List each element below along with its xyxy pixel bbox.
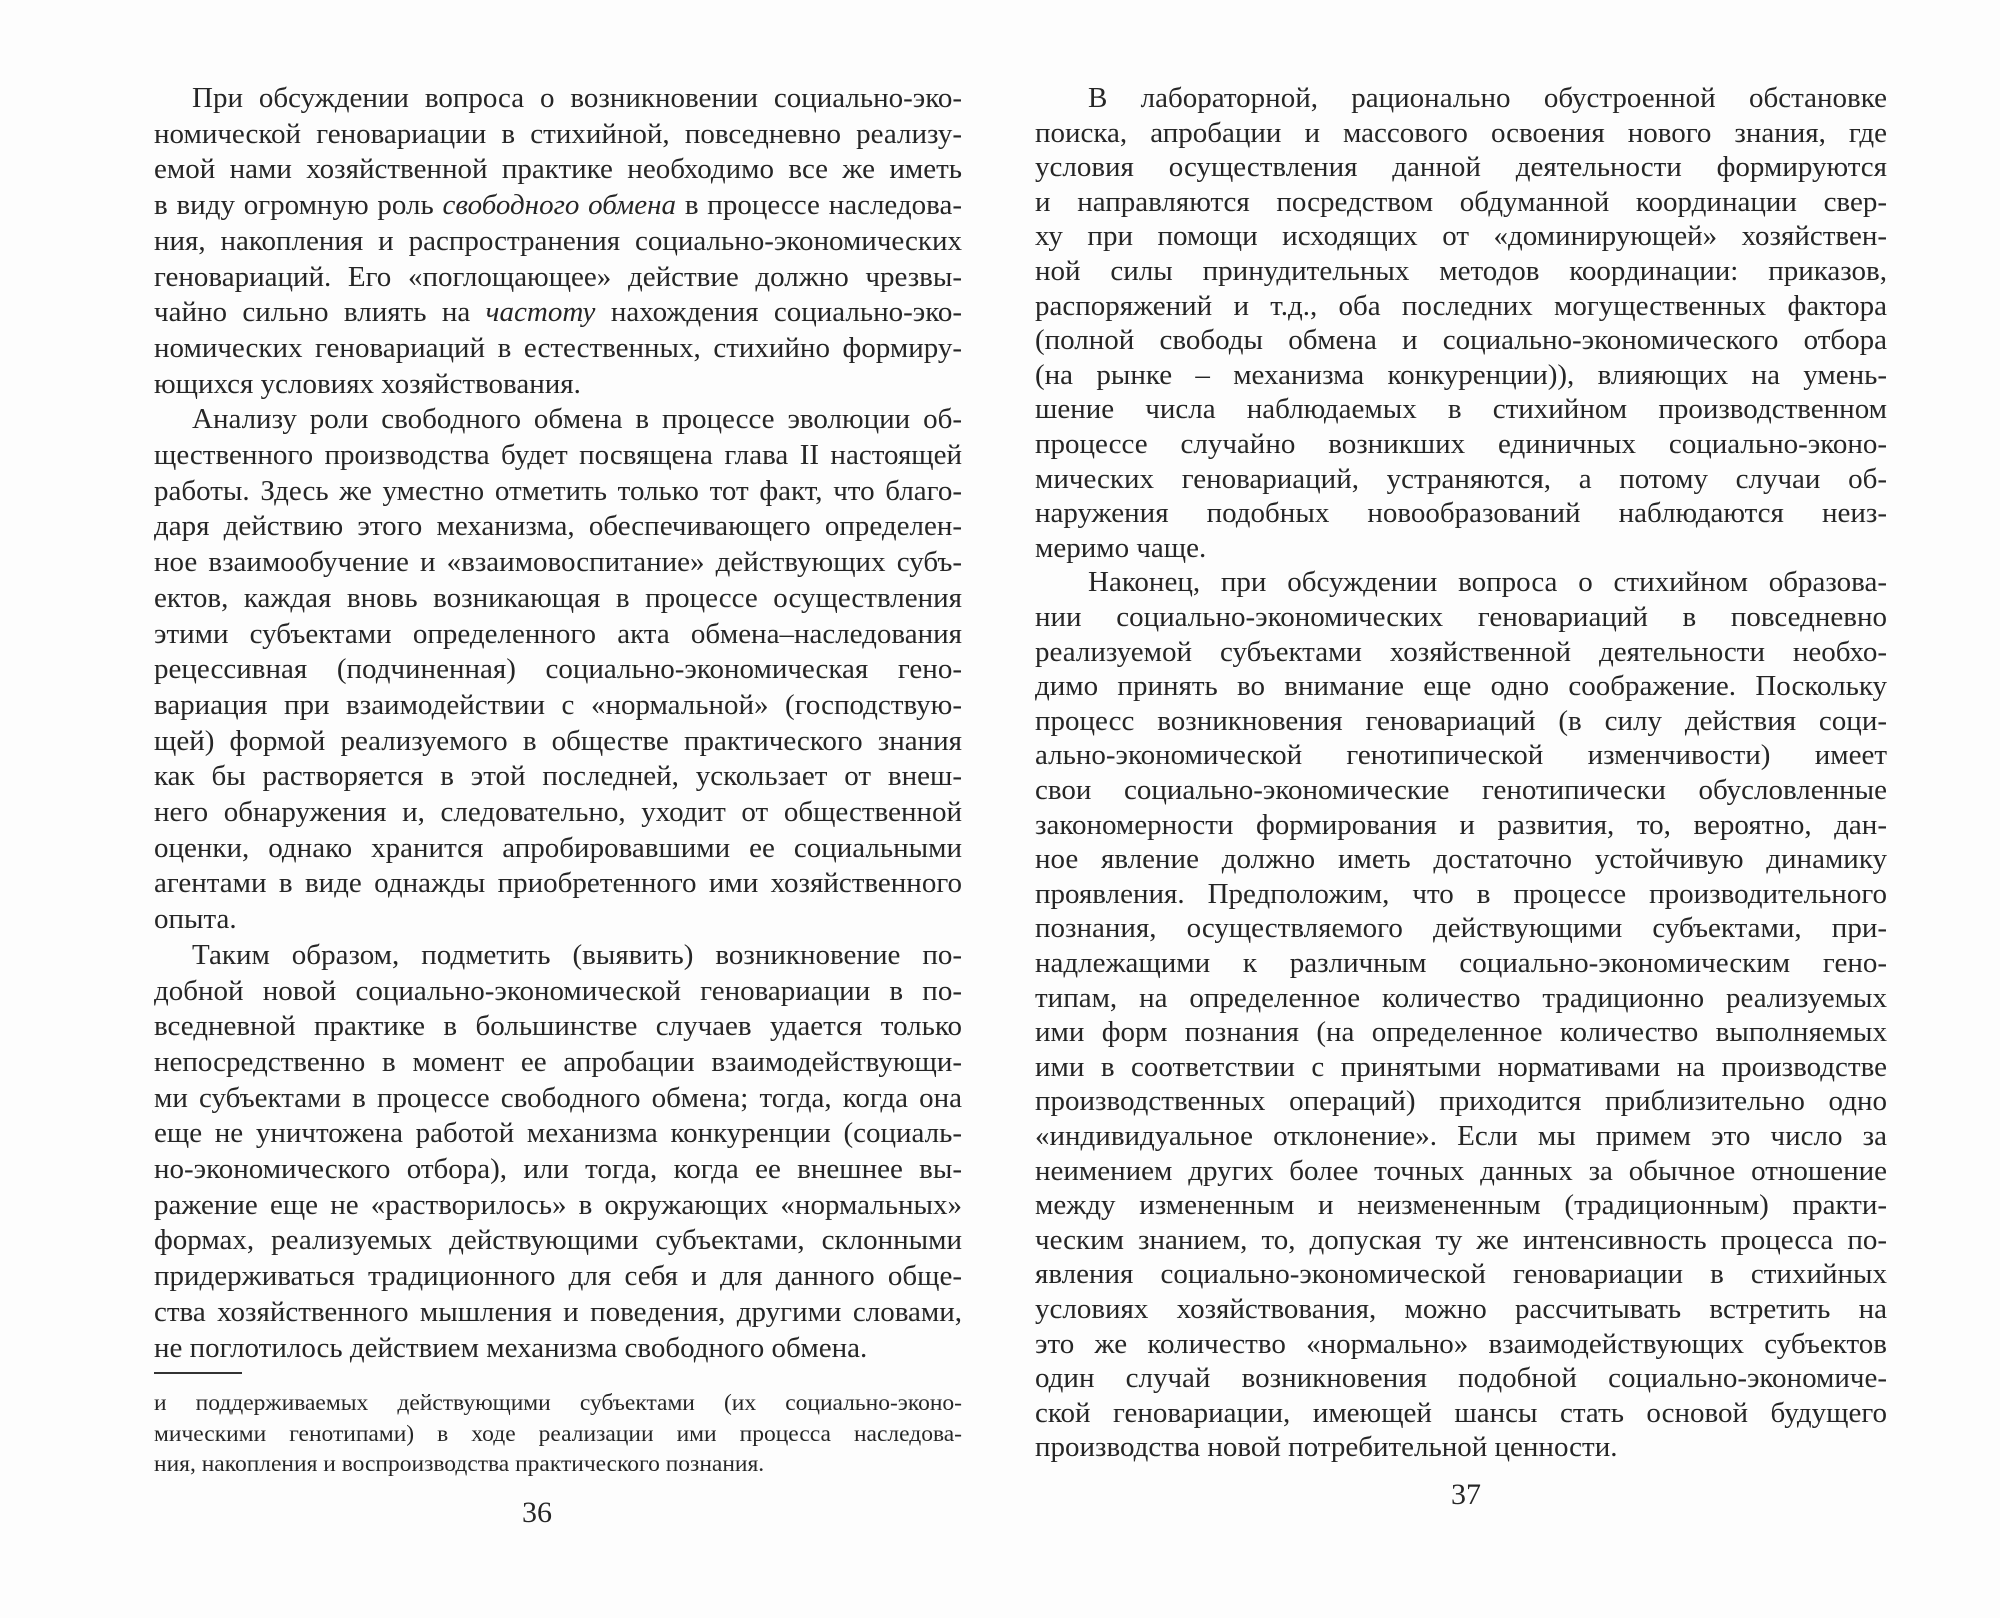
text-line xyxy=(154,724,962,760)
italic-emphasis: свободного обмена xyxy=(442,189,677,222)
text-segment: и направляются посредством обдуманной координации свер- xyxy=(1035,185,1887,218)
text-line xyxy=(154,331,962,367)
text-line xyxy=(154,902,962,938)
text-segment: непосредственно в момент ее апробации взаимодействующи- xyxy=(154,1045,962,1078)
text-line xyxy=(1035,1223,1887,1258)
text-line xyxy=(1035,462,1887,497)
text-segment: Наконец, при обсуждении вопроса о стихийном образова- xyxy=(1088,566,1887,599)
text-segment: агентами в виде однажды приобретенного ими хозяйственного xyxy=(154,867,962,900)
text-segment: «индивидуальное отклонение». Если мы примем это число за xyxy=(1035,1120,1887,1152)
footnote-line: ния, накопления и воспроизводства практического познания. xyxy=(154,1451,765,1477)
text-segment: добной новой социально-экономической геновариации в по- xyxy=(154,974,962,1007)
text-line xyxy=(154,866,962,902)
text-segment: надлежащими к различным социально-экономическим гено- xyxy=(1035,947,1887,979)
text-line xyxy=(1035,1154,1887,1189)
text-line xyxy=(1035,773,1887,808)
text-segment: процессе случайно возникших единичных социально-эконо- xyxy=(1035,428,1887,460)
text-line xyxy=(154,1188,962,1224)
text-line xyxy=(154,509,962,545)
text-line xyxy=(1035,842,1887,877)
text-segment: него обнаружения и, следовательно, уходит от общественной xyxy=(154,796,962,828)
text-line xyxy=(154,295,962,331)
text-segment: явления социально-экономической геновариации в стихийных xyxy=(1035,1258,1887,1291)
text-segment: оценки, однако хранится апробировавшими ее социальными xyxy=(154,831,962,864)
text-segment: нахождения социально-эко- xyxy=(595,296,962,329)
text-line xyxy=(154,438,962,474)
text-segment: условия осуществления данной деятельности формируются xyxy=(1035,151,1887,184)
italic-emphasis: частоту xyxy=(485,296,596,329)
text-line xyxy=(1035,531,1887,566)
text-segment: ально-экономической генотипической изменчивости) имеет xyxy=(1035,739,1887,772)
text-segment: вседневной практике в большинстве случаев удается только xyxy=(154,1010,962,1043)
text-segment: меримо чаще. xyxy=(1035,531,1207,564)
footnote-line: и поддерживаемых действующими субъектами (их социально-эконо- xyxy=(154,1390,962,1416)
text-segment: ной силы принудительных методов координации: приказов, xyxy=(1035,255,1887,287)
text-segment: ное взаимообучение и «взаимовоспитание» действующих субъ- xyxy=(154,546,962,579)
text-segment: ющихся условиях хозяйствования. xyxy=(154,367,581,400)
text-line xyxy=(1035,358,1887,393)
text-segment: щественного производства будет посвящена глава II настоящей xyxy=(154,439,962,471)
text-segment: ческим знанием, то, допуская ту же интенсивность процесса по- xyxy=(1035,1223,1887,1256)
text-line xyxy=(154,1116,962,1152)
text-segment: наружения подобных новообразований наблюдаются неиз- xyxy=(1035,497,1887,530)
text-line xyxy=(154,1081,962,1117)
text-line xyxy=(1035,1327,1887,1362)
text-line xyxy=(1035,1430,1887,1465)
text-line xyxy=(1035,1292,1887,1327)
text-line xyxy=(192,81,962,117)
text-line xyxy=(154,260,962,296)
text-line xyxy=(1035,1257,1887,1292)
text-segment: типам, на определенное количество традиционно реализуемых xyxy=(1035,981,1887,1014)
right-page xyxy=(1000,0,2000,1618)
text-line xyxy=(154,474,962,510)
text-line xyxy=(154,759,962,795)
text-segment: ния, накопления и распространения социально-экономических xyxy=(154,224,962,257)
text-segment: шение числа наблюдаемых в стихийном производственном xyxy=(1035,393,1887,426)
text-line xyxy=(154,831,962,867)
text-segment: геновариаций. Его «поглощающее» действие должно чрезвы- xyxy=(154,260,962,293)
text-segment: чайно сильно влиять на xyxy=(154,296,486,329)
text-segment: ства хозяйственного мышления и поведения, другими словами, xyxy=(154,1295,962,1328)
text-line xyxy=(154,974,962,1010)
text-segment: закономерности формирования и развития, то, вероятно, дан- xyxy=(1035,808,1887,841)
text-segment: ими в соответствии с принятыми нормативами на производстве xyxy=(1035,1050,1887,1083)
text-line xyxy=(1035,946,1887,981)
text-line xyxy=(154,795,962,831)
text-segment: в виду огромную роль xyxy=(154,189,443,222)
text-segment: номических геновариаций в естественных, стихийно формиру- xyxy=(154,331,962,364)
text-segment: условиях хозяйствования, можно рассчитывать встретить на xyxy=(1035,1293,1887,1325)
text-line xyxy=(1035,808,1887,843)
text-line xyxy=(154,1223,962,1259)
text-line xyxy=(154,224,962,260)
text-segment: придерживаться традиционного для себя и для данного обще- xyxy=(154,1260,962,1293)
text-line xyxy=(1035,323,1887,358)
text-segment: один случай возникновения подобной социально-экономиче- xyxy=(1035,1362,1887,1395)
text-line xyxy=(1035,1188,1887,1223)
text-segment: (полной свободы обмена и социально-экономического отбора xyxy=(1035,324,1887,357)
text-line xyxy=(154,367,962,403)
text-line xyxy=(154,117,962,153)
text-segment: распоряжений и т.д., оба последних могущественных фактора xyxy=(1035,289,1887,322)
text-line xyxy=(154,152,962,188)
text-segment: При обсуждении вопроса о возникновении социально-эко- xyxy=(192,82,962,114)
text-segment: производственных операций) приходится приблизительно одно xyxy=(1035,1085,1887,1118)
text-segment: Таким образом, подметить (выявить) возникновение по- xyxy=(192,938,962,971)
text-line xyxy=(1035,669,1887,704)
text-line xyxy=(154,1259,962,1295)
text-line xyxy=(1035,289,1887,324)
text-line xyxy=(1035,392,1887,427)
text-line xyxy=(1035,1050,1887,1085)
text-line xyxy=(1035,1084,1887,1119)
text-segment: ражение еще не «растворилось» в окружающих «нормальных» xyxy=(154,1188,962,1221)
text-segment: ектов, каждая вновь возникающая в процессе осуществления xyxy=(154,581,962,614)
text-line xyxy=(1035,738,1887,773)
text-line xyxy=(154,1295,962,1331)
text-line xyxy=(1035,1015,1887,1050)
text-line xyxy=(1035,1361,1887,1396)
text-segment: номической геновариации в стихийной, повседневно реализу- xyxy=(154,117,962,150)
text-line xyxy=(154,652,962,688)
text-segment: емой нами хозяйственной практике необходимо все же иметь xyxy=(154,153,962,186)
text-line xyxy=(154,1045,962,1081)
text-segment: это же количество «нормально» взаимодействующих субъектов xyxy=(1035,1327,1887,1360)
text-segment: ской геновариации, имеющей шансы стать основой будущего xyxy=(1035,1396,1887,1429)
text-segment: рецессивная (подчиненная) социально-экономическая гено- xyxy=(154,653,962,686)
text-line xyxy=(154,188,962,224)
text-line xyxy=(1035,600,1887,635)
text-segment: не поглотилось действием механизма свободного обмена. xyxy=(154,1331,868,1364)
text-segment: ими форм познания (на определенное количество выполняемых xyxy=(1035,1016,1887,1049)
text-line xyxy=(1035,981,1887,1016)
footnote-line: мическими генотипами) в ходе реализации ими процесса наследова- xyxy=(154,1420,962,1447)
text-segment: проявления. Предположим, что в процессе производительного xyxy=(1035,877,1887,910)
text-segment: процесс возникновения геновариаций (в силу действия соци- xyxy=(1035,704,1887,737)
text-segment: как бы растворяется в этой последней, ускользает от внеш- xyxy=(154,760,962,793)
text-line xyxy=(1035,1119,1887,1154)
text-segment: щей) формой реализуемого в обществе практического знания xyxy=(154,724,962,757)
text-line xyxy=(1035,427,1887,462)
text-segment: еще не уничтожена работой механизма конкуренции (социаль- xyxy=(154,1117,962,1150)
text-segment: ми субъектами в процессе свободного обмена; тогда, когда она xyxy=(154,1081,962,1114)
text-segment: мических геновариаций, устраняются, а потому случаи об- xyxy=(1035,462,1887,495)
text-line xyxy=(1035,496,1887,531)
text-line xyxy=(154,1009,962,1045)
text-segment: познания, осуществляемого действующими субъектами, при- xyxy=(1035,912,1887,945)
text-segment: формах, реализуемых действующими субъектами, склонными xyxy=(154,1224,962,1257)
text-segment: ху при помощи исходящих от «доминирующей» хозяйствен- xyxy=(1035,220,1887,253)
text-line xyxy=(154,1152,962,1188)
text-line xyxy=(1035,254,1887,289)
text-segment: нии социально-экономических геновариаций в повседневно xyxy=(1035,601,1887,633)
text-segment: в процессе наследова- xyxy=(676,189,963,222)
text-segment: неимением других более точных данных за обычное отношение xyxy=(1035,1154,1887,1187)
page-number: 36 xyxy=(522,1496,552,1529)
text-line xyxy=(154,688,962,724)
text-segment: даря действию этого механизма, обеспечивающего определен- xyxy=(154,510,962,543)
text-segment: работы. Здесь же уместно отметить только тот факт, что благо- xyxy=(154,474,962,507)
text-segment: свои социально-экономические генотипически обусловленные xyxy=(1035,774,1887,806)
text-line xyxy=(1035,1396,1887,1431)
text-segment: (на рынке – механизма конкуренции)), влияющих на умень- xyxy=(1035,358,1887,391)
text-segment: димо принять во внимание еще одно соображение. Поскольку xyxy=(1035,670,1887,703)
text-segment: реализуемой субъектами хозяйственной деятельности необхо- xyxy=(1035,635,1887,668)
footnote-separator xyxy=(154,1372,242,1374)
text-segment: поиска, апробации и массового освоения нового знания, где xyxy=(1035,116,1887,149)
text-line xyxy=(192,938,962,974)
text-line xyxy=(192,402,962,438)
page-number: 37 xyxy=(1451,1478,1481,1511)
text-segment: Анализу роли свободного обмена в процессе эволюции об- xyxy=(192,403,962,436)
text-line xyxy=(1035,704,1887,739)
text-line xyxy=(154,581,962,617)
text-line xyxy=(1035,185,1887,220)
text-segment: вариация при взаимодействии с «нормальной» (господствую- xyxy=(154,688,962,721)
text-line xyxy=(1035,116,1887,151)
text-line xyxy=(1035,150,1887,185)
text-line xyxy=(1035,635,1887,670)
text-line xyxy=(154,545,962,581)
text-segment: этими субъектами определенного акта обмена–наследования xyxy=(154,617,962,650)
text-segment: между измененным и неизмененным (традиционным) практи- xyxy=(1035,1189,1887,1222)
text-line xyxy=(154,617,962,653)
text-segment: опыта. xyxy=(154,903,237,936)
text-segment: В лабораторной, рационально обустроенной обстановке xyxy=(1088,82,1887,114)
text-segment: производства новой потребительной ценности. xyxy=(1035,1431,1618,1464)
text-line xyxy=(154,1331,962,1367)
text-line xyxy=(1088,81,1887,116)
text-line xyxy=(1035,911,1887,946)
text-line xyxy=(1035,877,1887,912)
text-segment: но-экономического отбора), или тогда, когда ее внешнее вы- xyxy=(154,1153,962,1185)
text-segment: ное явление должно иметь достаточно устойчивую динамику xyxy=(1035,843,1887,876)
text-line xyxy=(1088,565,1887,600)
text-line xyxy=(1035,219,1887,254)
